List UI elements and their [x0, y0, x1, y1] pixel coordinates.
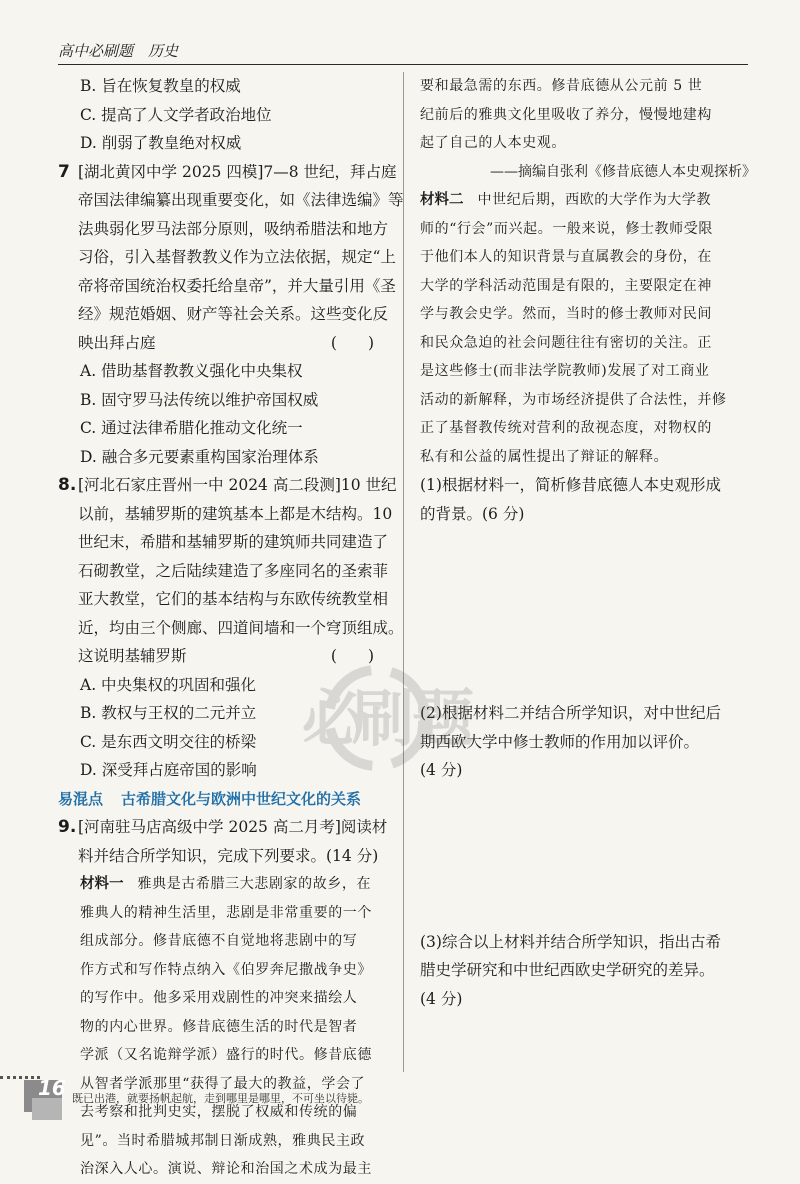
- material2-line: 正了基督教传统对营利的敌视态度，对物权的: [420, 420, 712, 436]
- footer-motto: 既已出港，就要扬帆起航，走到哪里是哪里，不可坐以待毙。: [72, 1092, 369, 1105]
- material2-first-line: [420, 186, 750, 215]
- material1-attribution: ——摘编自张利《修昔底德人本史观探析》: [490, 163, 756, 180]
- material2-line: 和民众急迫的社会问题往往有密切的关注。正: [420, 334, 712, 351]
- q9-line: 料并结合所学知识，完成下列要求。(14 分): [78, 846, 379, 865]
- subquestion-2: (2)根据材料二并结合所学知识，对中世纪后: [420, 704, 721, 722]
- q8-line-1: [58, 471, 397, 500]
- subquestion-1-cont: 的背景。(6 分): [420, 504, 525, 523]
- q7-last-line: [58, 329, 388, 358]
- material2-line: 大学的学科活动范围是有限的，主要限定在神: [420, 277, 712, 294]
- page-number: 16: [38, 1076, 66, 1100]
- material2-line: 是这些修士(而非法学院教师)发展了对工商业: [420, 363, 710, 379]
- material1-line: 雅典人的精神生活里，悲剧是非常重要的一个: [80, 904, 372, 921]
- section-title: 古希腊文化与欧洲中世纪文化的关系: [121, 789, 362, 808]
- q8-line: 以前，基辅罗斯的建筑基本上都是木结构。10: [78, 504, 393, 523]
- material2-line: 师的“行会”而兴起。一般来说，修士教师受限: [420, 220, 713, 237]
- q8-answer-blank: ( ): [330, 647, 374, 665]
- watermark-graphic: [262, 660, 492, 780]
- q8-option-a: A. 中央集权的巩固和强化: [80, 675, 257, 694]
- q7-option-d: D. 融合多元要素重构国家治理体系: [80, 447, 319, 466]
- q7-line: 经》规范婚姻、财产等社会关系。这些变化反: [78, 305, 389, 323]
- svg-text:刷: 刷: [352, 682, 415, 755]
- material1-line: 去考察和批判史实，摆脱了权威和传统的偏: [80, 1104, 358, 1120]
- q7-number: 7: [58, 161, 70, 182]
- q8-stem-end: 这说明基辅罗斯: [78, 647, 187, 665]
- material1-line: 从智者学派那里“获得了最大的教益，学会了: [80, 1075, 366, 1092]
- subquestion-2-cont: 期西欧大学中修士教师的作用加以评价。: [420, 732, 700, 751]
- q7-answer-blank: ( ): [330, 333, 374, 352]
- q7-line-1: [58, 158, 397, 187]
- q8-line: 亚大教堂，它们的基本结构与东欧传统教堂相: [78, 590, 389, 608]
- q8-text: [河北石家庄晋州一中 2024 高二段测]10 世纪: [78, 476, 397, 494]
- q8-line: 石砌教堂，之后陆续建造了多座同名的圣索菲: [78, 561, 389, 580]
- right-column: [420, 72, 756, 1013]
- material1-line: 见”。当时希腊城邦制日渐成熟，雅典民主政: [80, 1132, 366, 1149]
- q7-text: [湖北黄冈中学 2025 四模]7—8 世纪，拜占庭: [78, 162, 397, 181]
- material1-cont-line: 要和最急需的东西。修昔底德从公元前 5 世: [420, 78, 703, 94]
- q7-line: 法典弱化罗马法部分原则，吸纳希腊法和地方: [78, 219, 389, 238]
- material2-line: 学与教会史学。然而，当时的修士教师对民间: [420, 306, 712, 322]
- material1-line: 作方式和写作特点纳入《伯罗奔尼撒战争史》: [80, 961, 372, 978]
- material1-line: 物的内心世界。修昔底德生活的时代是智者: [80, 1018, 358, 1035]
- left-column: [58, 72, 404, 1184]
- q7-stem-end: 映出拜占庭: [78, 333, 156, 352]
- q8-line: 世纪末，希腊和基辅罗斯的建筑师共同建造了: [78, 533, 389, 551]
- q8-line: 近，均由三个侧廊、四道间墙和一个穹顶组成。: [78, 618, 404, 637]
- q8-option-c: C. 是东西文明交往的桥梁: [80, 732, 257, 751]
- section-tag: 易混点: [58, 789, 104, 808]
- material1-label: 材料一: [80, 876, 124, 892]
- material1-cont-line: 起了自己的人本史观。: [420, 135, 566, 151]
- q7-option-c: C. 通过法律希腊化推动文化统一: [80, 419, 303, 437]
- q6-option-c: C. 提高了人文学者政治地位: [80, 105, 272, 124]
- q7-option-a: A. 借助基督教教义强化中央集权: [80, 362, 303, 380]
- q8-option-b: B. 教权与王权的二元并立: [80, 704, 257, 722]
- material1-cont-line: 纪前后的雅典文化里吸收了养分，慢慢地建构: [420, 106, 712, 123]
- material1-line: 学派（又名诡辩学派）盛行的时代。修昔底德: [80, 1047, 372, 1063]
- running-header: 高中必刷题 历史: [58, 42, 179, 60]
- q6-option-b: B. 旨在恢复教皇的权威: [80, 77, 241, 95]
- q9-line-1: [58, 813, 388, 842]
- subquestion-3: (3)综合以上材料并结合所学知识，指出古希: [420, 932, 721, 951]
- q7-line: 帝将帝国统治权委托给皇帝”，并大量引用《圣: [78, 276, 396, 295]
- answer-space-2: [420, 785, 750, 928]
- material1-text: 雅典是古希腊三大悲剧家的故乡，在: [137, 876, 372, 892]
- q9-number: 9.: [58, 817, 77, 837]
- section-heading: [58, 785, 388, 814]
- material2-line: 于他们本人的知识背景与直属教会的身份，在: [420, 249, 712, 265]
- material1-line: 的写作中。他多采用戏剧性的冲突来描绘人: [80, 990, 358, 1006]
- subquestion-3-cont: 腊史学研究和中世纪西欧史学研究的差异。: [420, 961, 715, 979]
- material2-line: 活动的新解释，为市场经济提供了合法性，并修: [420, 391, 727, 408]
- material2-label: 材料二: [420, 192, 464, 208]
- q7-line: 习俗，引入基督教教义作为立法依据，规定“上: [78, 248, 396, 266]
- q7-option-b: B. 固守罗马法传统以维护帝国权威: [80, 390, 319, 409]
- svg-text:题: 题: [412, 682, 475, 755]
- material2-line: 私有和公益的属性提出了辩证的解释。: [420, 448, 669, 465]
- material2-text: 中世纪后期，西欧的大学作为大学教: [477, 192, 712, 208]
- svg-text:必: 必: [302, 682, 365, 755]
- column-divider: [403, 72, 404, 1072]
- subquestion-3-cont: (4 分): [420, 989, 463, 1008]
- q8-number: 8.: [58, 475, 77, 495]
- subquestion-1: (1)根据材料一，简析修昔底德人本史观形成: [420, 476, 721, 494]
- q6-option-d: D. 削弱了教皇绝对权威: [80, 134, 242, 152]
- q9-text: [河南驻马店高级中学 2025 高二月考]阅读材: [78, 818, 388, 836]
- page-footer: [0, 1068, 800, 1130]
- material1-line: 治深入人心。演说、辩论和治国之术成为最主: [80, 1161, 372, 1177]
- material1-first-line: [58, 870, 388, 899]
- header-rule: [58, 64, 748, 65]
- q7-line: 帝国法律编纂出现重要变化，如《法律选编》等: [78, 191, 404, 209]
- material1-line: 组成部分。修昔底德不自觉地将悲剧中的写: [80, 933, 358, 949]
- subquestion-2-cont: (4 分): [420, 761, 463, 779]
- q8-option-d: D. 深受拜占庭帝国的影响: [80, 761, 257, 779]
